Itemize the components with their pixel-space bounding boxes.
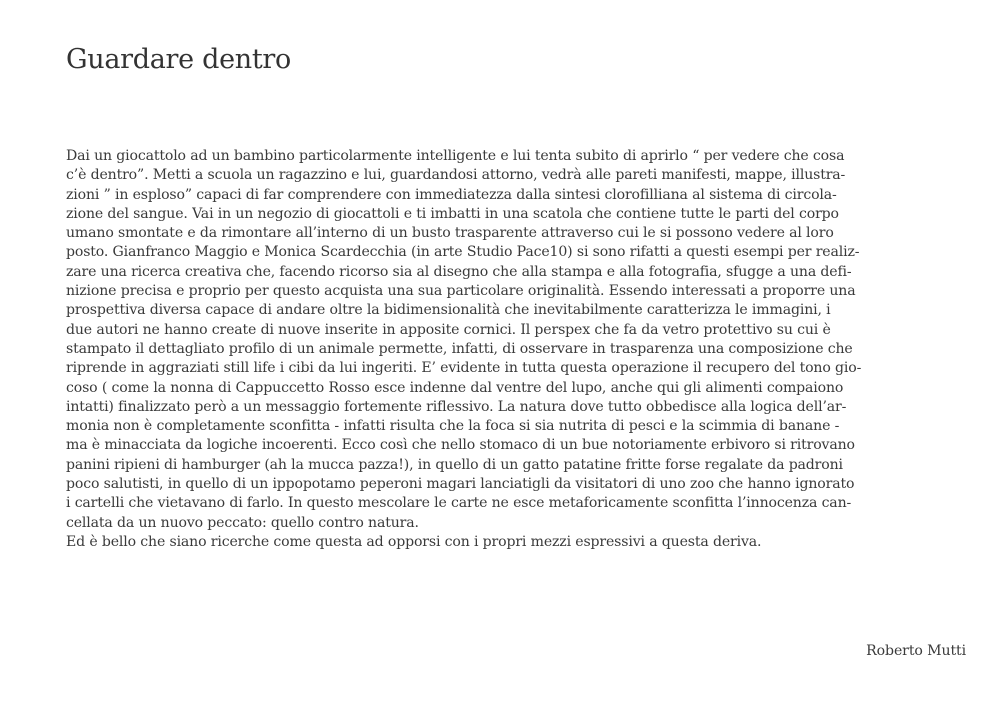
text-line: umano smontate e da rimontare all’interno di un busto trasparente attraverso cui le si possono vedere al loro [66,225,834,242]
text-line: zare una ricerca creativa che, facendo ricorso sia al disegno che alla stampa e alla fotografia, sfugge a una defi- [66,263,852,280]
text-line: monia non è completamente sconfitta - infatti risulta che la foca si sia nutrita di pesci e la scimmia di banane - [66,418,840,435]
text-line: poco salutisti, in quello di un ippopotamo peperoni magari lanciatigli da visitatori di uno zoo che hanno ignorato [66,476,855,493]
text-line: prospettiva diversa capace di andare oltre la bidimensionalità che inevitabilmente caratterizza le immagini, i [66,302,831,319]
text-line: Ed è bello che siano ricerche come questa ad opporsi con i propri mezzi espressivi a questa deriva. [66,533,762,550]
text-line: c’è dentro”. Metti a scuola un ragazzino e lui, guardandosi attorno, vedrà alle pareti manifesti, mappe, illustra- [66,167,846,184]
text-line: stampato il dettagliato profilo di un animale permette, infatti, di osservare in trasparenza una composizione che [66,340,853,357]
text-line: Dai un giocattolo ad un bambino particolarmente intelligente e lui tenta subito di aprirlo “ per vedere che cosa [66,148,845,164]
page-title: Guardare dentro [66,44,291,75]
text-line: posto. Gianfranco Maggio e Monica Scardecchia (in arte Studio Pace10) si sono rifatti a questi esempi per realiz- [66,244,860,261]
text-line: panini ripieni di hamburger (ah la mucca pazza!), in quello di un gatto patatine fritte forse regalate da padroni [66,456,843,473]
text-line: zione del sangue. Vai in un negozio di giocattoli e ti imbatti in una scatola che contiene tutte le parti del corpo [66,205,839,222]
text-line: ma è minacciata da logiche incoerenti. Ecco così che nello stomaco di un bue notoriamente erbivoro si ritrovano [66,437,855,454]
text-line: nizione precisa e proprio per questo acquista una sua particolare originalità. Essendo interessati a proporre una [66,283,856,300]
text-line: due autori ne hanno create di nuove inserite in apposite cornici. Il perspex che fa da vetro protettivo su cui è [66,321,831,338]
text-line: zioni ” in esploso” capaci di far comprendere con immediatezza dalla sintesi clorofilliana al sistema di circola- [66,186,837,203]
author-signature: Roberto Mutti [866,643,966,659]
essay-body [66,147,966,552]
text-line: i cartelli che vietavano di farlo. In questo mescolare le carte ne esce metaforicamente sconfitta l’innocenza can- [66,495,852,512]
text-line: intatti) finalizzato però a un messaggio fortemente riflessivo. La natura dove tutto obbedisce alla logica dell’ar- [66,398,847,415]
text-line: coso ( come la nonna di Cappuccetto Rosso esce indenne dal ventre del lupo, anche qui gli alimenti compaiono [66,379,844,396]
text-line: cellata da un nuovo peccato: quello contro natura. [66,514,419,531]
text-line: riprende in aggraziati still life i cibi da lui ingeriti. E’ evidente in tutta questa operazione il recupero del tono gio- [66,360,862,377]
